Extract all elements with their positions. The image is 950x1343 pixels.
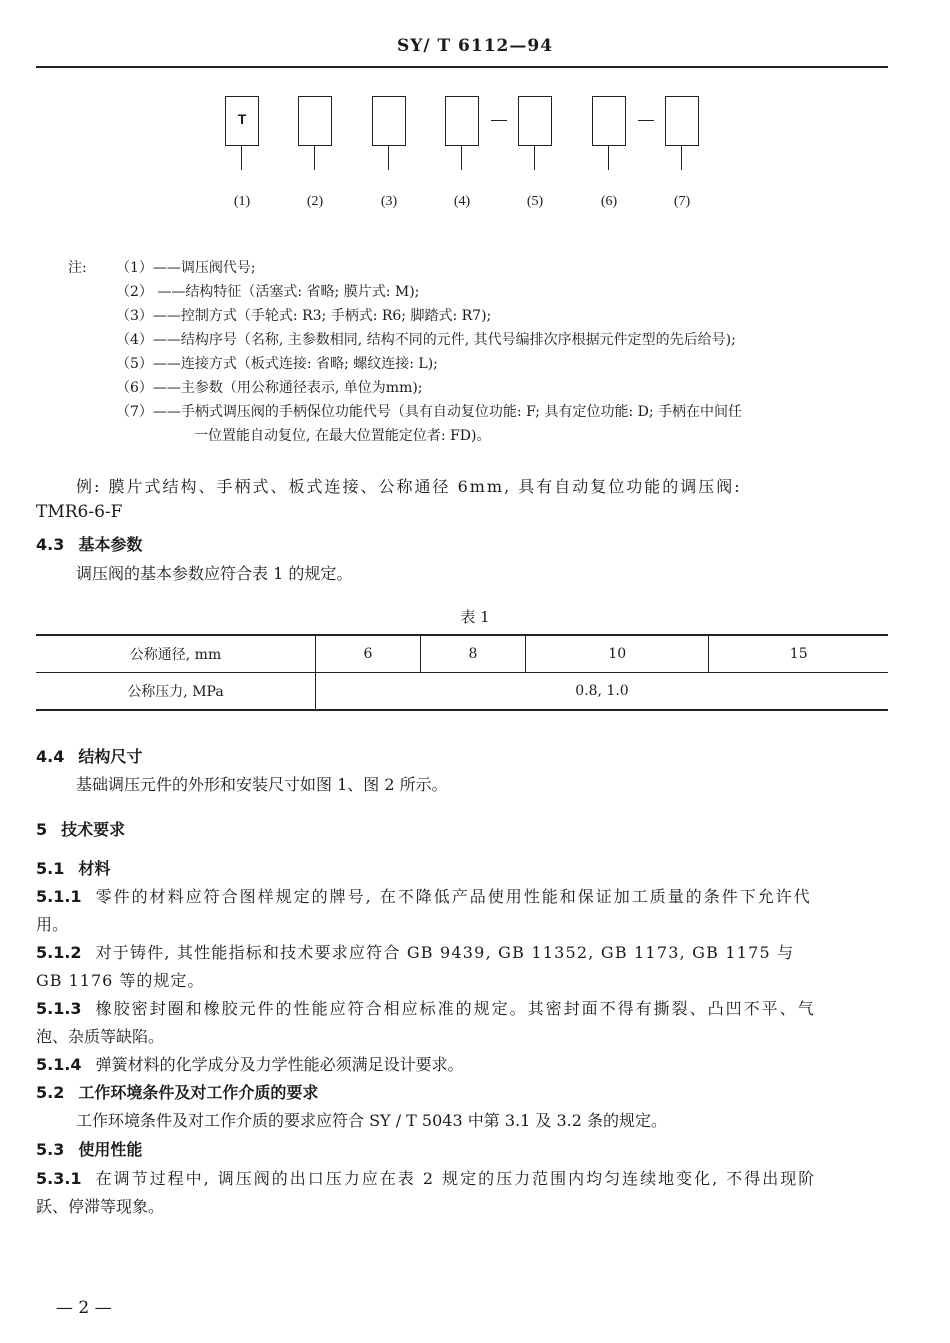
code-stem-4 [461, 146, 462, 170]
section-5-title: 技术要求 [61, 820, 126, 839]
code-label-4: (4) [453, 194, 471, 209]
code-box-5 [518, 96, 552, 146]
table-row [36, 673, 888, 711]
para-5-1-1-number: 5.1.1 [36, 887, 82, 906]
section-4-4-heading [36, 744, 142, 767]
section-5-1-heading [36, 856, 110, 879]
para-5-1-4-number: 5.1.4 [36, 1055, 82, 1074]
code-label-1: (1) [233, 194, 251, 209]
notes-head: 注: [68, 260, 87, 276]
para-5-1-4-text: 弹簧材料的化学成分及力学性能必须满足设计要求。 [95, 1055, 464, 1074]
section-5-1-title: 材料 [78, 859, 111, 878]
table-1-caption: 表 1 [460, 608, 490, 626]
code-label-5: (5) [526, 194, 544, 209]
section-4-4-number: 4.4 [36, 747, 65, 766]
note-item-6: （6）——主参数（用公称通径表示, 单位为mm); [116, 380, 423, 396]
section-4-3-number: 4.3 [36, 535, 65, 554]
code-box-4 [445, 96, 479, 146]
code-label-2: (2) [306, 194, 324, 209]
section-4-3-heading [36, 532, 142, 555]
section-4-3-title: 基本参数 [78, 535, 143, 554]
table-cell: 6 [316, 635, 421, 673]
section-5-3-heading [36, 1137, 142, 1160]
code-box-6 [592, 96, 626, 146]
page-number: — 2 — [56, 1298, 112, 1318]
section-5-2-title: 工作环境条件及对工作介质的要求 [78, 1083, 319, 1102]
table-cell-label: 公称通径, mm [36, 635, 316, 673]
section-5-2-heading [36, 1080, 318, 1103]
note-item-1: （1）——调压阀代号; [116, 260, 256, 276]
note-item-7-cont: 一位置能自动复位, 在最大位置能定位者: FD)。 [194, 428, 491, 444]
para-5-1-1-text: 零件的材料应符合图样规定的牌号, 在不降低产品使用性能和保证加工质量的条件下允许代 [95, 887, 812, 906]
note-item-7: （7）——手柄式调压阀的手柄保位功能代号（具有自动复位功能: F; 具有定位功能: D; 手柄在中间任 [116, 404, 743, 420]
note-item-3: （3）——控制方式（手轮式: R3; 手柄式: R6; 脚踏式: R7); [116, 308, 492, 324]
para-5-3-1-line-2: 跃、停滞等现象。 [36, 1197, 165, 1216]
section-5-2-number: 5.2 [36, 1083, 65, 1102]
code-box-3 [372, 96, 406, 146]
table-1 [36, 634, 888, 711]
para-5-1-2-text: 对于铸件, 其性能指标和技术要求应符合 GB 9439, GB 11352, GB 1173, GB 1175 与 [95, 943, 795, 962]
para-5-1-3-line-1 [36, 996, 816, 1019]
para-5-1-1-line-2: 用。 [36, 915, 69, 934]
section-4-4-title: 结构尺寸 [78, 747, 143, 766]
code-box-2 [298, 96, 332, 146]
para-5-1-4-line-1 [36, 1052, 464, 1075]
table-cell: 15 [709, 635, 888, 673]
section-5-2-text: 工作环境条件及对工作介质的要求应符合 SY / T 5043 中第 3.1 及 3.2 条的规定。 [76, 1111, 667, 1130]
para-5-1-3-text: 橡胶密封圈和橡胶元件的性能应符合相应标准的规定。其密封面不得有撕裂、凸凹不平、气 [95, 999, 816, 1018]
note-item-5: （5）——连接方式（板式连接: 省略; 螺纹连接: L); [116, 356, 438, 372]
para-5-1-2-line-2: GB 1176 等的规定。 [36, 971, 205, 990]
para-5-1-2-line-1 [36, 940, 794, 963]
model-code-diagram [0, 96, 950, 226]
code-dash-2 [638, 120, 654, 121]
para-5-3-1-line-1 [36, 1166, 816, 1189]
para-5-3-1-text: 在调节过程中, 调压阀的出口压力应在表 2 规定的压力范围内均匀连续地变化, 不得出现阶 [95, 1169, 817, 1188]
code-label-6: (6) [600, 194, 618, 209]
example-line-2: TMR6-6-F [36, 502, 123, 522]
standard-number: SY/ T 6112—94 [396, 36, 554, 56]
para-5-1-3-line-2: 泡、杂质等缺陷。 [36, 1027, 165, 1046]
table-row [36, 635, 888, 673]
section-4-3-text: 调压阀的基本参数应符合表 1 的规定。 [76, 564, 353, 583]
para-5-1-2-number: 5.1.2 [36, 943, 82, 962]
code-label-7: (7) [673, 194, 691, 209]
para-5-3-1-number: 5.3.1 [36, 1169, 82, 1188]
section-4-4-text: 基础调压元件的外形和安装尺寸如图 1、图 2 所示。 [76, 775, 448, 794]
code-stem-2 [314, 146, 315, 170]
table-cell: 0.8, 1.0 [316, 673, 889, 711]
code-label-3: (3) [380, 194, 398, 209]
section-5-3-number: 5.3 [36, 1140, 65, 1159]
section-5-3-title: 使用性能 [78, 1140, 143, 1159]
section-5-heading [36, 817, 125, 840]
table-cell: 8 [421, 635, 526, 673]
code-stem-6 [608, 146, 609, 170]
code-dash-1 [491, 120, 507, 121]
code-box-7 [665, 96, 699, 146]
section-5-1-number: 5.1 [36, 859, 65, 878]
example-line-1: 例: 膜片式结构、手柄式、板式连接、公称通径 6mm, 具有自动复位功能的调压阀: [76, 477, 742, 496]
code-stem-1 [241, 146, 242, 170]
table-cell-label: 公称压力, MPa [36, 673, 316, 711]
code-stem-5 [534, 146, 535, 170]
code-stem-7 [681, 146, 682, 170]
code-box-1: T [225, 96, 259, 146]
table-cell: 10 [526, 635, 709, 673]
section-5-number: 5 [36, 820, 48, 839]
header-rule [36, 66, 888, 68]
para-5-1-1-line-1 [36, 884, 812, 907]
note-item-2: （2） ——结构特征（活塞式: 省略; 膜片式: M); [116, 284, 420, 300]
code-stem-3 [388, 146, 389, 170]
note-item-4: （4）——结构序号（名称, 主参数相同, 结构不同的元件, 其代号编排次序根据元件定型的先后给号); [116, 332, 736, 348]
para-5-1-3-number: 5.1.3 [36, 999, 82, 1018]
